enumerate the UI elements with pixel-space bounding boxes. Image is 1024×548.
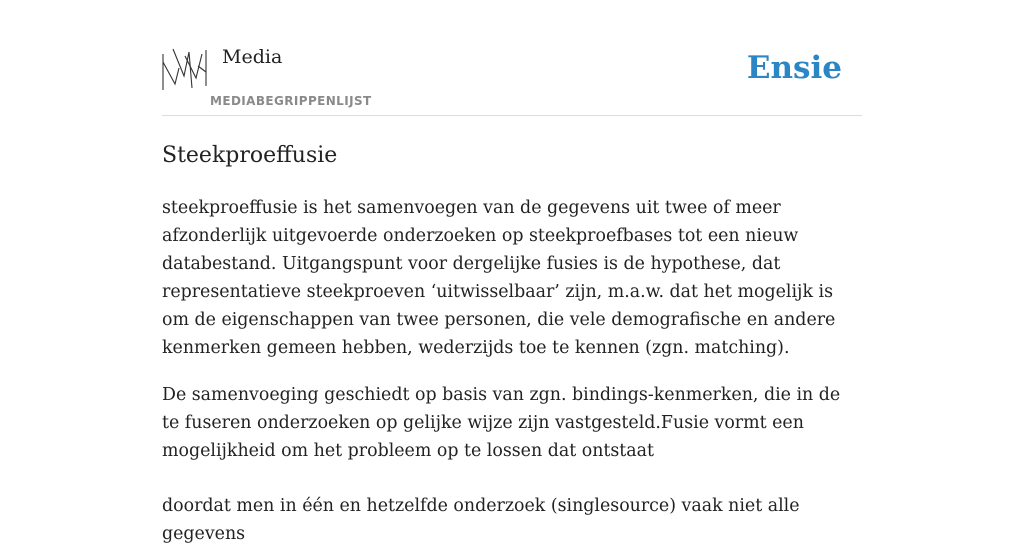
definition-paragraph: De samenvoeging geschiedt op basis van zgn. bindings-kenmerken, die in de te fuseren onderzoeken op gelijke wijze zijn vastgesteld.Fusie vormt een mogelijkheid om het probleem op te lossen dat ontstaat bbox=[162, 385, 841, 461]
definition-paragraph: doordat men in één en hetzelfde onderzoek (singlesource) vaak niet alle gegevens bbox=[162, 496, 800, 544]
media-logo-icon[interactable] bbox=[162, 48, 208, 94]
page-title: Steekproeffusie bbox=[162, 143, 338, 168]
site-header bbox=[162, 0, 862, 116]
page bbox=[162, 0, 862, 548]
definition-paragraph: steekproeffusie is het samenvoegen van de gegevens uit twee of meer afzonderlijk uitgevoerde onderzoeken op steekproefbases tot een nieuw databestand. Uitgangspunt voor dergelijke fusies is de hypothese, dat representatieve steekproeven ‘uitwisselbaar’ zijn, m.a.w. dat het mogelijk is om de eigenschappen van twee personen, die vele demografische en andere kenmerken gemeen hebben, wederzijds toe te kennen (zgn. matching). bbox=[162, 198, 836, 358]
site-title[interactable]: Media bbox=[222, 46, 283, 68]
site-subtitle[interactable]: MEDIABEGRIPPENLIJST bbox=[210, 94, 372, 108]
brand-logo[interactable]: Ensie bbox=[746, 50, 842, 86]
